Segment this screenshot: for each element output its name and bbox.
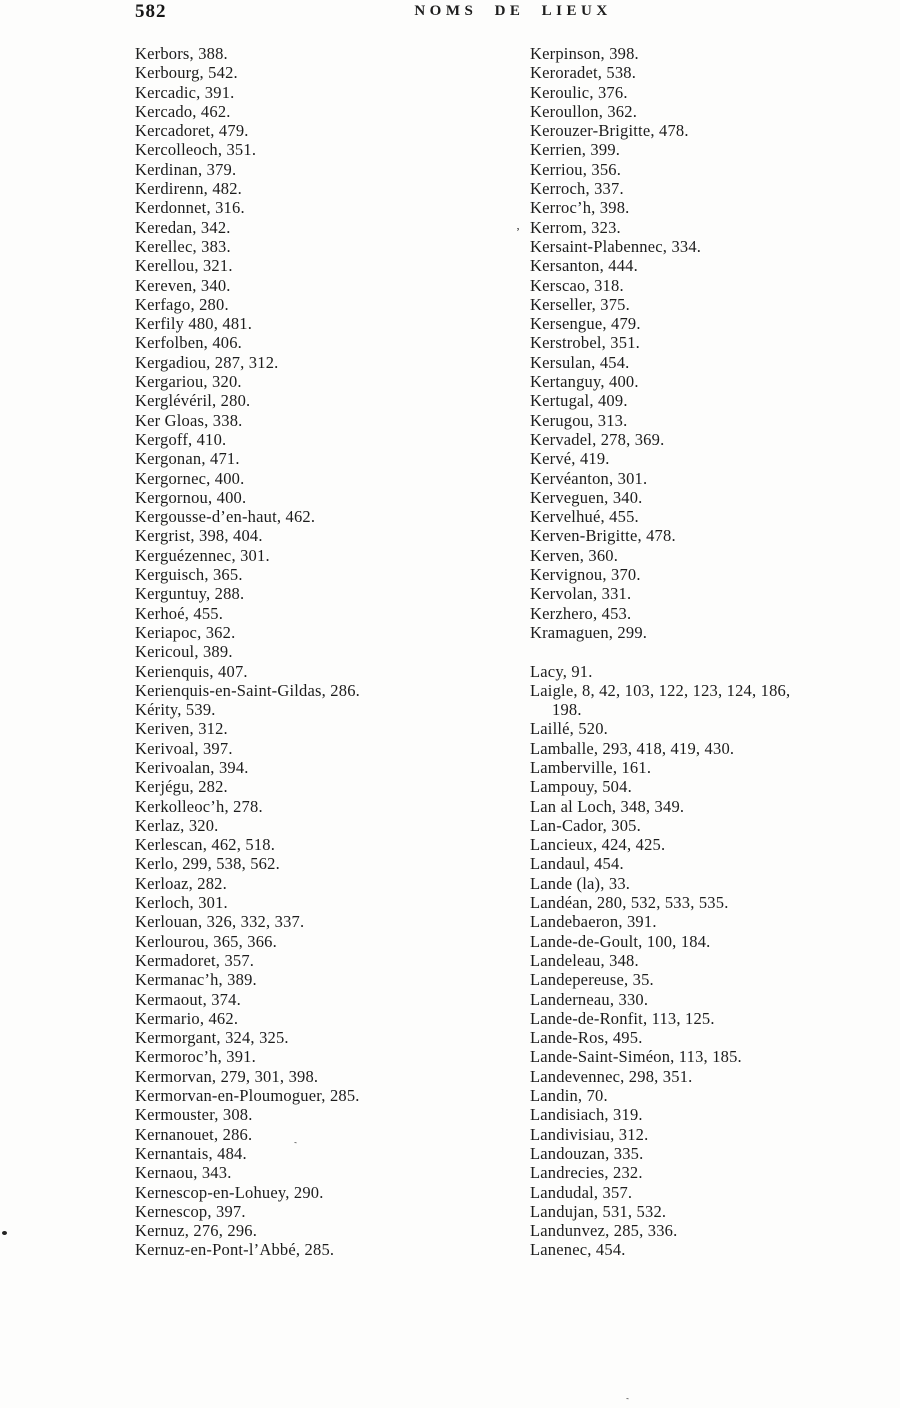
index-entry: Kercolleoch, 351. [135, 140, 257, 160]
index-entry: Kervéanton, 301. [530, 468, 648, 488]
index-entry: Lande-de-Goult, 100, 184. [530, 931, 711, 951]
index-entry: Kerpinson, 398. [530, 44, 639, 63]
index-entry: Kerseller, 375. [530, 294, 630, 314]
index-entry: Kerven-Brigitte, 478. [530, 526, 676, 546]
index-entry: Kerroch, 337. [530, 179, 624, 199]
index-entry: Kervé, 419. [530, 449, 610, 469]
index-entry: Kerbourg, 542. [135, 63, 238, 83]
index-column-left [135, 44, 483, 1260]
index-entry: Landujan, 531, 532. [530, 1201, 667, 1221]
index-entry: Lande-Ros, 495. [530, 1028, 643, 1048]
index-entry: Landin, 70. [530, 1086, 608, 1106]
index-entry: Kramaguen, 299. [530, 622, 648, 642]
index-group-k [530, 44, 894, 642]
index-entry: Laigle, 8, 42, 103, 122, 123, 124, 186, [530, 680, 791, 700]
index-entry: Kergonan, 471. [135, 449, 240, 469]
index-entry: Lamberville, 161. [530, 757, 652, 777]
index-entry: Kérity, 539. [135, 700, 216, 720]
index-entry: Kermorvan, 279, 301, 398. [135, 1066, 319, 1086]
index-entry: Lande-de-Ronfit, 113, 125. [530, 1008, 715, 1028]
index-entry: Lacy, 91. [530, 661, 593, 681]
page-title: NOMS DE LIEUX [414, 3, 612, 19]
index-entry: Kerlourou, 365, 366. [135, 931, 277, 951]
index-entry: Kerivoalan, 394. [135, 757, 249, 777]
ink-speck-comma: ‚ [516, 218, 520, 232]
index-entry: Kernuz-en-Pont-l’Abbé, 285. [135, 1240, 335, 1260]
index-entry: Kermanac’h, 389. [135, 970, 257, 990]
index-entry: Landevennec, 298, 351. [530, 1066, 693, 1086]
index-entry: Kernantais, 484. [135, 1143, 247, 1163]
index-entry: 198. [552, 700, 582, 720]
index-entry: Kerienquis, 407. [135, 661, 248, 681]
index-column-right [530, 44, 894, 1260]
index-entry: Keroradet, 538. [530, 63, 637, 83]
index-entry: Kervignou, 370. [530, 565, 641, 585]
index-entry: Kerguisch, 365. [135, 565, 243, 585]
index-entry: Kerfago, 280. [135, 294, 229, 314]
index-entry: Ker Gloas, 338. [135, 410, 243, 430]
index-entry: Lancieux, 424, 425. [530, 835, 666, 855]
index-entry: Keriapoc, 362. [135, 622, 236, 642]
index-entry: Kerfily 480, 481. [135, 314, 253, 334]
index-entry: Kerdirenn, 482. [135, 179, 243, 199]
ink-speck [2, 1231, 7, 1235]
index-entry: Landaul, 454. [530, 854, 624, 874]
index-entry: Kerguézennec, 301. [135, 545, 270, 565]
index-entry: Keroulic, 376. [530, 82, 628, 102]
index-entry: Kerglévéril, 280. [135, 391, 251, 411]
index-entry: Kerellec, 383. [135, 236, 231, 256]
index-entry: Kerdonnet, 316. [135, 198, 245, 218]
index-entry: Kertugal, 409. [530, 391, 628, 411]
index-entry: Kerkolleoc’h, 278. [135, 796, 263, 816]
index-entry: Kernaou, 343. [135, 1163, 232, 1183]
index-entry: Kerienquis-en-Saint-Gildas, 286. [135, 680, 360, 700]
index-entry: Keroullon, 362. [530, 101, 638, 121]
index-entry: Landrecies, 232. [530, 1163, 643, 1183]
index-entry: Kernuz, 276, 296. [135, 1221, 258, 1241]
index-entry: Kerouzer-Brigitte, 478. [530, 121, 689, 141]
index-entry: Kermadoret, 357. [135, 950, 255, 970]
index-entry: Kersanton, 444. [530, 256, 638, 276]
index-entry: Landivisiau, 312. [530, 1124, 649, 1144]
index-entry: Lan al Loch, 348, 349. [530, 796, 685, 816]
index-entry: Kernescop, 397. [135, 1201, 246, 1221]
index-entry: Kersengue, 479. [530, 314, 641, 334]
index-group-l [530, 662, 894, 1260]
index-entry: Kergariou, 320. [135, 372, 242, 392]
index-entry: Kerrien, 399. [530, 140, 621, 160]
index-entry: Kercadic, 391. [135, 82, 235, 102]
index-entry: Kerbors, 388. [135, 44, 228, 63]
page-number: 582 [135, 1, 167, 22]
index-entry: Kerugou, 313. [530, 410, 628, 430]
index-entry: Kervolan, 331. [530, 584, 632, 604]
index-entry: Kerrom, 323. [530, 217, 621, 237]
index-entry: Landouzan, 335. [530, 1143, 644, 1163]
index-entry: Kerlescan, 462, 518. [135, 835, 276, 855]
index-entry: Lande-Saint-Siméon, 113, 185. [530, 1047, 742, 1067]
index-entry: Kergadiou, 287, 312. [135, 352, 279, 372]
index-entry: Keriven, 312. [135, 719, 228, 739]
index-entry: Kerguntuy, 288. [135, 584, 245, 604]
index-entry: Kercado, 462. [135, 101, 231, 121]
index-entry: Lanenec, 454. [530, 1240, 626, 1260]
index-entry: Kerjégu, 282. [135, 777, 228, 797]
index-entry: Kermorgant, 324, 325. [135, 1028, 289, 1048]
index-entry: Lan-Cador, 305. [530, 815, 641, 835]
index-entry: Landerneau, 330. [530, 989, 649, 1009]
index-entry: Landepereuse, 35. [530, 970, 654, 990]
index-entry: Kergoff, 410. [135, 429, 227, 449]
index-entry: Kermoroc’h, 391. [135, 1047, 256, 1067]
index-entry: Kerlaz, 320. [135, 815, 219, 835]
index-entry: Kertanguy, 400. [530, 372, 639, 392]
ink-speck-tick: ˋ [292, 1140, 303, 1152]
index-entry: Kergornec, 400. [135, 468, 245, 488]
index-entry: Kerveguen, 340. [530, 487, 643, 507]
index-entry: Kervelhué, 455. [530, 507, 639, 527]
index-entry: Landunvez, 285, 336. [530, 1221, 678, 1241]
ink-speck-bottom: ` [624, 1396, 635, 1408]
index-entry: Kergrist, 398, 404. [135, 526, 263, 546]
index-entry: Kerzhero, 453. [530, 603, 632, 623]
index-entry: Landéan, 280, 532, 533, 535. [530, 893, 729, 913]
index-entry: Kerloch, 301. [135, 893, 228, 913]
index-entry: Kergornou, 400. [135, 487, 247, 507]
index-entry: Kermaout, 374. [135, 989, 241, 1009]
index-entry: Keredan, 342. [135, 217, 231, 237]
index-entry: Kerlouan, 326, 332, 337. [135, 912, 305, 932]
index-entry: Kerhoé, 455. [135, 603, 224, 623]
index-entry: Kericoul, 389. [135, 642, 233, 662]
index-entry: Kercadoret, 479. [135, 121, 249, 141]
index-entry: Lampouy, 504. [530, 777, 632, 797]
index-entry: Landisiach, 319. [530, 1105, 643, 1125]
index-entry: Landebaeron, 391. [530, 912, 657, 932]
index-entry: Kernescop-en-Lohuey, 290. [135, 1182, 324, 1202]
index-entry: Kerdinan, 379. [135, 159, 237, 179]
index-entry: Landeleau, 348. [530, 950, 639, 970]
index-entry: Kerriou, 356. [530, 159, 622, 179]
index-entry: Lamballe, 293, 418, 419, 430. [530, 738, 735, 758]
index-entry: Kerfolben, 406. [135, 333, 243, 353]
index-entry: Kerivoal, 397. [135, 738, 233, 758]
index-entry: Kerven, 360. [530, 545, 619, 565]
index-entry: Kerlo, 299, 538, 562. [135, 854, 280, 874]
index-entry: Kersulan, 454. [530, 352, 630, 372]
index-entry: Kerellou, 321. [135, 256, 233, 276]
index-entry: Kerloaz, 282. [135, 873, 227, 893]
index-entry: Laillé, 520. [530, 719, 609, 739]
index-entry: Kergousse-d’en-haut, 462. [135, 507, 316, 527]
index-entry: Lande (la), 33. [530, 873, 631, 893]
index-entry: Kersaint-Plabennec, 334. [530, 236, 702, 256]
index-entry: Kerstrobel, 351. [530, 333, 640, 353]
index-entry: Kernanouet, 286. [135, 1124, 253, 1144]
index-entry: Landudal, 357. [530, 1182, 633, 1202]
index-entry: Kerroc’h, 398. [530, 198, 630, 218]
index-entry: Kervadel, 278, 369. [530, 429, 665, 449]
index-entry: Kerscao, 318. [530, 275, 624, 295]
index-entry: Kermouster, 308. [135, 1105, 253, 1125]
index-entry: Kereven, 340. [135, 275, 231, 295]
index-entry: Kermario, 462. [135, 1008, 239, 1028]
index-entry: Kermorvan-en-Ploumoguer, 285. [135, 1086, 360, 1106]
